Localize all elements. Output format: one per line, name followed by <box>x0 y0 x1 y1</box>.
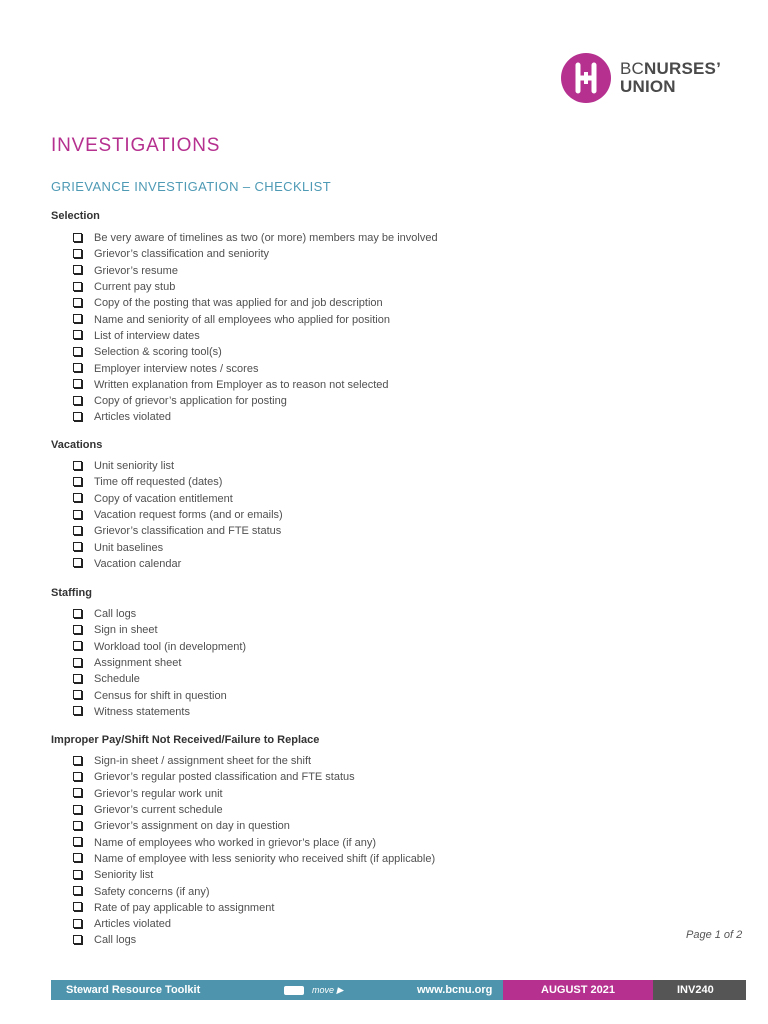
checklist-item <box>73 295 438 311</box>
checklist-item-label: Name of employees who worked in grievor’s place (if any) <box>94 836 377 849</box>
checklist-item-label: Copy of vacation entitlement <box>94 492 233 505</box>
checklist-item-label: Copy of grievor’s application for posting <box>94 395 287 408</box>
checklist-item-label: Vacation calendar <box>94 557 182 570</box>
checkbox[interactable] <box>73 347 82 356</box>
checkbox[interactable] <box>73 526 82 535</box>
checklist-item-label: Articles violated <box>94 411 172 424</box>
checkbox[interactable] <box>73 772 82 781</box>
checklist-item <box>73 883 435 899</box>
move-badge-icon <box>284 986 304 995</box>
checklist-item-label: Name of employee with less seniority who received shift (if applicable) <box>94 852 436 865</box>
checklist-item <box>73 786 435 802</box>
checklist-item <box>73 639 246 655</box>
checklist-item-label: Schedule <box>94 673 140 686</box>
checklist-item <box>73 507 283 523</box>
checkbox[interactable] <box>73 330 82 339</box>
checklist-item <box>73 802 435 818</box>
checklist <box>73 606 246 720</box>
checklist-item-label: Selection & scoring tool(s) <box>94 346 222 359</box>
checklist-item <box>73 818 435 834</box>
footer-code: INV240 <box>653 980 746 1000</box>
checklist-item <box>73 539 283 555</box>
checklist-item-label: Grievor’s regular work unit <box>94 787 223 800</box>
checkbox[interactable] <box>73 837 82 846</box>
checkbox[interactable] <box>73 477 82 486</box>
checkbox[interactable] <box>73 902 82 911</box>
checklist-item-label: Current pay stub <box>94 281 176 294</box>
checkbox[interactable] <box>73 412 82 421</box>
bcnu-logo <box>560 52 721 104</box>
checklist-item <box>73 769 435 785</box>
checklist-item <box>73 753 435 769</box>
section-heading: Selection <box>51 210 100 222</box>
checklist-item-label: Sign in sheet <box>94 624 158 637</box>
checkbox[interactable] <box>73 510 82 519</box>
section-vacations <box>51 438 283 570</box>
checklist-item <box>73 377 438 393</box>
checklist-item-label: Grievor’s resume <box>94 264 178 277</box>
checklist-item-label: Call logs <box>94 934 137 947</box>
checkbox[interactable] <box>73 363 82 372</box>
checklist-item <box>73 491 283 507</box>
checkbox[interactable] <box>73 821 82 830</box>
footer-url-link[interactable]: www.bcnu.org <box>417 984 493 996</box>
checklist-item <box>73 393 438 409</box>
checklist-item-label: Census for shift in question <box>94 689 227 702</box>
checklist-item <box>73 523 283 539</box>
checklist-item <box>73 230 438 246</box>
checklist-item-label: Rate of pay applicable to assignment <box>94 901 275 914</box>
checklist-item-label: Workload tool (in development) <box>94 640 247 653</box>
checklist-item-label: Seniority list <box>94 869 154 882</box>
checklist-item-label: Unit seniority list <box>94 460 175 473</box>
checkbox[interactable] <box>73 609 82 618</box>
logo-bc: BC <box>620 59 645 78</box>
checkbox[interactable] <box>73 379 82 388</box>
footer-toolkit-label: Steward Resource Toolkit <box>66 984 201 996</box>
checkbox[interactable] <box>73 298 82 307</box>
section-staffing <box>51 586 247 718</box>
checklist-item <box>73 458 283 474</box>
checklist-item <box>73 622 246 638</box>
logo-wordmark <box>620 60 721 96</box>
checkbox[interactable] <box>73 870 82 879</box>
checkbox[interactable] <box>73 674 82 683</box>
section-heading: Improper Pay/Shift Not Received/Failure to Replace <box>51 734 320 746</box>
checklist-item-label: Time off requested (dates) <box>94 476 223 489</box>
checkbox[interactable] <box>73 542 82 551</box>
checklist-item <box>73 556 283 572</box>
checklist-item-label: Sign-in sheet / assignment sheet for the shift <box>94 755 312 768</box>
checklist-item <box>73 606 246 622</box>
checkbox[interactable] <box>73 886 82 895</box>
checklist-item <box>73 655 246 671</box>
checklist <box>73 230 438 426</box>
checklist <box>73 753 435 949</box>
section-selection <box>51 209 438 424</box>
checklist-item <box>73 851 435 867</box>
checklist-item-label: List of interview dates <box>94 329 200 342</box>
checklist-item <box>73 409 438 425</box>
checklist-item-label: Witness statements <box>94 705 190 718</box>
checklist-item-label: Be very aware of timelines as two (or more) members may be involved <box>94 232 438 245</box>
checkbox[interactable] <box>73 396 82 405</box>
checklist-item <box>73 900 435 916</box>
checklist-item <box>73 867 435 883</box>
checklist-item-label: Call logs <box>94 608 137 621</box>
checklist-item <box>73 328 438 344</box>
checklist-item-label: Safety concerns (if any) <box>94 885 210 898</box>
checklist-item <box>73 344 438 360</box>
footer-date: AUGUST 2021 <box>503 980 653 1000</box>
checkbox[interactable] <box>73 265 82 274</box>
checklist-item-label: Copy of the posting that was applied for and job description <box>94 297 383 310</box>
checklist-item-label: Grievor’s assignment on day in question <box>94 820 290 833</box>
checkbox[interactable] <box>73 706 82 715</box>
checkbox[interactable] <box>73 935 82 944</box>
footer-teal-segment <box>51 980 503 1000</box>
move-arrow-icon: ▶ <box>336 984 344 995</box>
checkbox[interactable] <box>73 853 82 862</box>
checklist-item-label: Vacation request forms (and or emails) <box>94 509 283 522</box>
checklist-item-label: Grievor’s classification and FTE status <box>94 525 282 538</box>
checklist-item-label: Grievor’s classification and seniority <box>94 248 270 261</box>
checklist-item <box>73 360 438 376</box>
checkbox[interactable] <box>73 314 82 323</box>
page-title: INVESTIGATIONS <box>51 135 221 156</box>
checkbox[interactable] <box>73 625 82 634</box>
checklist-item-label: Name and seniority of all employees who applied for position <box>94 313 390 326</box>
checkbox[interactable] <box>73 658 82 667</box>
footer-move-label: move <box>312 985 335 995</box>
checklist-item-label: Grievor’s regular posted classification and FTE status <box>94 771 355 784</box>
footer-bar <box>51 980 746 1000</box>
checkbox[interactable] <box>73 558 82 567</box>
checklist-item <box>73 834 435 850</box>
checklist-item <box>73 687 246 703</box>
checkbox[interactable] <box>73 461 82 470</box>
checklist-item <box>73 279 438 295</box>
checklist-item-label: Assignment sheet <box>94 657 182 670</box>
section-heading: Vacations <box>51 439 103 451</box>
checklist-item <box>73 671 246 687</box>
checkbox[interactable] <box>73 249 82 258</box>
logo-nurses: NURSES’ <box>644 59 722 78</box>
checklist-item <box>73 916 435 932</box>
checkbox[interactable] <box>73 919 82 928</box>
checkbox[interactable] <box>73 690 82 699</box>
checklist-item <box>73 311 438 327</box>
page-indicator: Page 1 of 2 <box>686 929 743 941</box>
section-improper-pay <box>51 733 436 947</box>
checkbox[interactable] <box>73 756 82 765</box>
checkbox[interactable] <box>73 641 82 650</box>
footer-move-logo <box>284 985 343 996</box>
checklist-item-label: Unit baselines <box>94 541 164 554</box>
section-heading: Staffing <box>51 587 92 599</box>
checkbox[interactable] <box>73 282 82 291</box>
checkbox[interactable] <box>73 233 82 242</box>
checklist-item-label: Written explanation from Employer as to reason not selected <box>94 378 389 391</box>
page-subtitle: GRIEVANCE INVESTIGATION – CHECKLIST <box>51 179 332 194</box>
checklist-item <box>73 263 438 279</box>
logo-union: UNION <box>620 77 676 96</box>
checkbox[interactable] <box>73 805 82 814</box>
checklist-item <box>73 932 435 948</box>
checklist-item <box>73 704 246 720</box>
checklist-item-label: Grievor’s current schedule <box>94 804 223 817</box>
checklist <box>73 458 283 572</box>
checklist-item <box>73 246 438 262</box>
checklist-item-label: Articles violated <box>94 918 172 931</box>
checklist-item <box>73 474 283 490</box>
checkbox[interactable] <box>73 493 82 502</box>
checklist-item-label: Employer interview notes / scores <box>94 362 259 375</box>
checkbox[interactable] <box>73 788 82 797</box>
bcnu-logo-mark-icon <box>560 52 612 104</box>
